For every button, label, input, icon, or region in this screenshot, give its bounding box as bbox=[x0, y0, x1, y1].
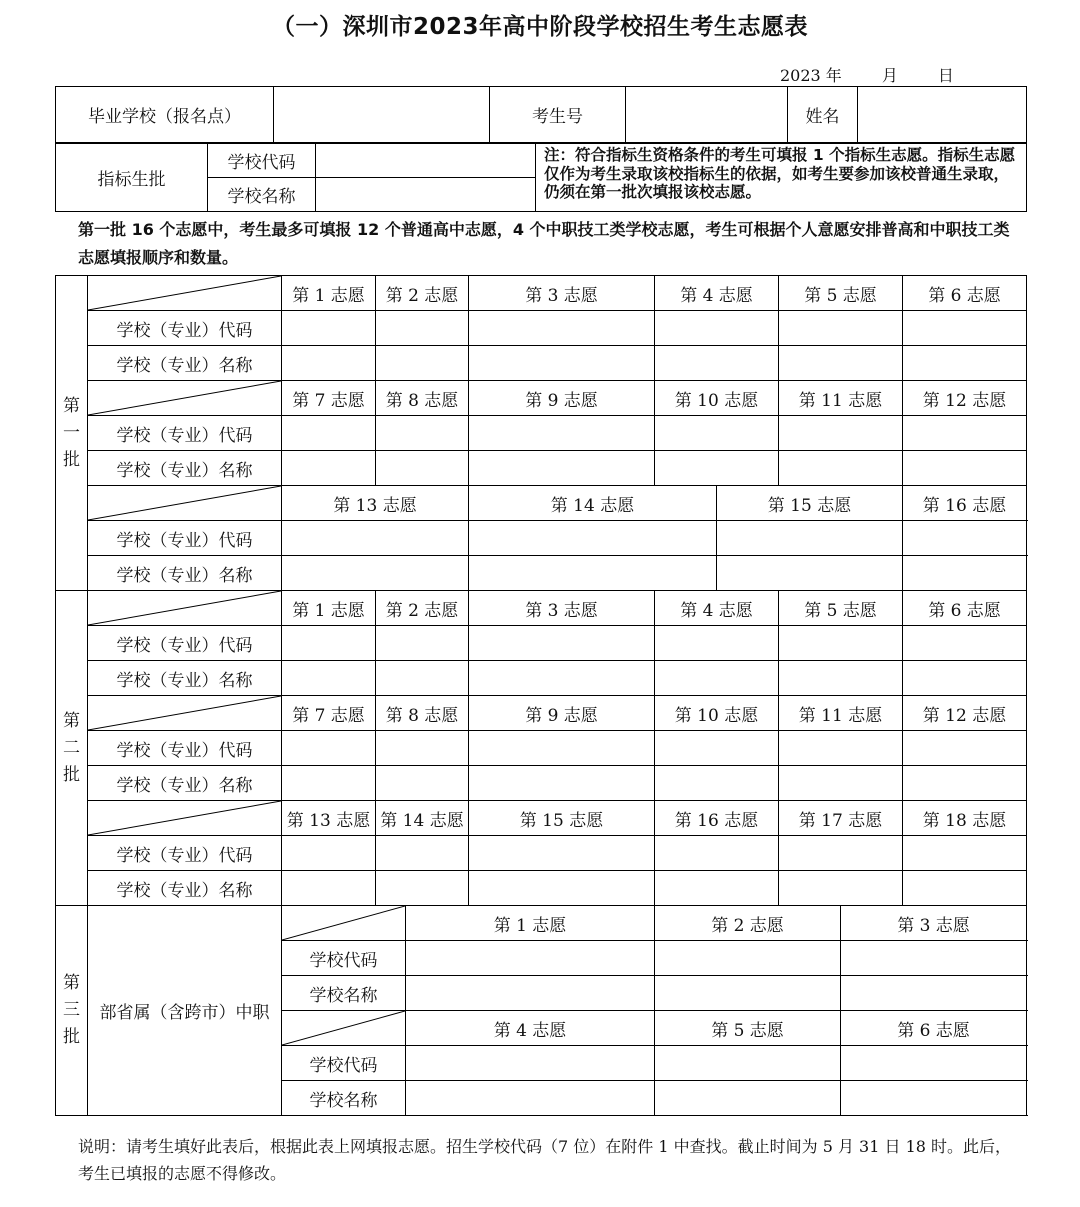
diagonal-header-cell bbox=[88, 696, 282, 731]
row-label-name: 学校（专业）名称 bbox=[88, 871, 282, 906]
choice-header: 第 2 志愿 bbox=[376, 276, 469, 311]
choice-header: 第 16 志愿 bbox=[655, 801, 779, 836]
name-field[interactable] bbox=[841, 1081, 1027, 1116]
choice-header: 第 9 志愿 bbox=[469, 381, 655, 416]
name-field[interactable] bbox=[282, 661, 376, 696]
choice-header: 第 10 志愿 bbox=[655, 381, 779, 416]
choice-header: 第 18 志愿 bbox=[903, 801, 1027, 836]
row-label-code: 学校代码 bbox=[282, 1046, 406, 1081]
choice-header: 第 14 志愿 bbox=[469, 486, 717, 521]
code-field[interactable] bbox=[282, 521, 469, 556]
choice-header: 第 13 志愿 bbox=[282, 486, 469, 521]
date-day: 日 bbox=[937, 66, 954, 85]
name-field[interactable] bbox=[282, 346, 376, 381]
choice-header: 第 11 志愿 bbox=[779, 696, 903, 731]
footnote: 说明：请考生填好此表后，根据此表上网填报志愿。招生学校代码（7 位）在附件 1 中查找。截止时间为 5 月 31 日 18 时。此后，考生已填报的志愿不得修改。 bbox=[78, 1137, 1012, 1183]
choice-header: 第 9 志愿 bbox=[469, 696, 655, 731]
name-field[interactable] bbox=[376, 766, 469, 801]
exam-no-label: 考生号 bbox=[490, 87, 626, 143]
choice-header: 第 8 志愿 bbox=[376, 696, 469, 731]
name-field[interactable] bbox=[282, 451, 376, 486]
choice-header: 第 1 志愿 bbox=[282, 591, 376, 626]
date-month: 月 bbox=[881, 66, 898, 85]
name-field[interactable] bbox=[376, 346, 469, 381]
row-label-code: 学校（专业）代码 bbox=[88, 836, 282, 871]
code-field[interactable] bbox=[903, 416, 1027, 451]
choice-header: 第 1 志愿 bbox=[406, 906, 655, 941]
code-field[interactable] bbox=[655, 1046, 841, 1081]
row-label-code: 学校（专业）代码 bbox=[88, 416, 282, 451]
name-field[interactable] bbox=[655, 766, 779, 801]
name-field[interactable] bbox=[858, 87, 1027, 143]
code-field[interactable] bbox=[655, 836, 779, 871]
choice-header: 第 3 志愿 bbox=[841, 906, 1027, 941]
code-field[interactable] bbox=[903, 626, 1027, 661]
name-field[interactable] bbox=[376, 871, 469, 906]
code-field[interactable] bbox=[469, 416, 655, 451]
name-field[interactable] bbox=[655, 451, 779, 486]
name-field[interactable] bbox=[406, 976, 655, 1011]
code-field[interactable] bbox=[779, 836, 903, 871]
name-field[interactable] bbox=[841, 976, 1027, 1011]
choice-header: 第 8 志愿 bbox=[376, 381, 469, 416]
name-field[interactable] bbox=[903, 766, 1027, 801]
diagonal-header-cell bbox=[282, 906, 406, 941]
choice-header: 第 4 志愿 bbox=[655, 591, 779, 626]
diagonal-header-cell bbox=[88, 276, 282, 311]
code-field[interactable] bbox=[469, 311, 655, 346]
code-field[interactable] bbox=[903, 311, 1027, 346]
volunteer-table bbox=[55, 275, 1027, 1116]
name-field[interactable] bbox=[469, 556, 717, 591]
choice-header: 第 1 志愿 bbox=[282, 276, 376, 311]
diagonal-header-cell bbox=[88, 381, 282, 416]
name-field[interactable] bbox=[655, 871, 779, 906]
choice-header: 第 17 志愿 bbox=[779, 801, 903, 836]
school-label: 毕业学校（报名点） bbox=[56, 87, 274, 143]
row-label-name: 学校（专业）名称 bbox=[88, 346, 282, 381]
code-field[interactable] bbox=[376, 836, 469, 871]
row-label-name: 学校名称 bbox=[282, 1081, 406, 1116]
batch2-label: 第二批 bbox=[56, 591, 88, 906]
name-field[interactable] bbox=[655, 1081, 841, 1116]
name-field[interactable] bbox=[376, 661, 469, 696]
name-field[interactable] bbox=[779, 766, 903, 801]
code-field[interactable] bbox=[406, 941, 655, 976]
choice-header: 第 12 志愿 bbox=[903, 696, 1027, 731]
name-field[interactable] bbox=[376, 451, 469, 486]
choice-header: 第 16 志愿 bbox=[903, 486, 1027, 521]
batch3-label: 第三批 bbox=[56, 906, 88, 1116]
quota-name-field[interactable] bbox=[316, 178, 536, 212]
choice-header: 第 11 志愿 bbox=[779, 381, 903, 416]
code-field[interactable] bbox=[469, 731, 655, 766]
code-field[interactable] bbox=[717, 521, 903, 556]
choice-header: 第 7 志愿 bbox=[282, 696, 376, 731]
choice-header: 第 6 志愿 bbox=[903, 276, 1027, 311]
code-field[interactable] bbox=[406, 1046, 655, 1081]
diagonal-header-cell bbox=[88, 801, 282, 836]
code-field[interactable] bbox=[282, 731, 376, 766]
code-field[interactable] bbox=[469, 836, 655, 871]
name-field[interactable] bbox=[779, 661, 903, 696]
code-field[interactable] bbox=[655, 626, 779, 661]
choice-header: 第 2 志愿 bbox=[655, 906, 841, 941]
choice-header: 第 10 志愿 bbox=[655, 696, 779, 731]
code-field[interactable] bbox=[282, 416, 376, 451]
code-field[interactable] bbox=[282, 311, 376, 346]
batch3-category: 部省属（含跨市）中职 bbox=[88, 906, 282, 1116]
quota-code-label: 学校代码 bbox=[208, 144, 316, 178]
name-field[interactable] bbox=[903, 871, 1027, 906]
code-field[interactable] bbox=[655, 731, 779, 766]
row-label-code: 学校（专业）代码 bbox=[88, 731, 282, 766]
choice-header: 第 4 志愿 bbox=[406, 1011, 655, 1046]
code-field[interactable] bbox=[779, 311, 903, 346]
name-field[interactable] bbox=[903, 661, 1027, 696]
name-field[interactable] bbox=[469, 451, 655, 486]
date-line bbox=[780, 63, 954, 86]
code-field[interactable] bbox=[376, 626, 469, 661]
row-label-name: 学校（专业）名称 bbox=[88, 661, 282, 696]
exam-no-field[interactable] bbox=[626, 87, 788, 143]
name-field[interactable] bbox=[282, 766, 376, 801]
quota-code-field[interactable] bbox=[316, 144, 536, 178]
name-field[interactable] bbox=[717, 556, 903, 591]
name-field[interactable] bbox=[282, 556, 469, 591]
row-label-name: 学校（专业）名称 bbox=[88, 451, 282, 486]
choice-header: 第 12 志愿 bbox=[903, 381, 1027, 416]
name-field[interactable] bbox=[282, 871, 376, 906]
choice-header: 第 7 志愿 bbox=[282, 381, 376, 416]
choice-header: 第 6 志愿 bbox=[903, 591, 1027, 626]
date-year: 2023 年 bbox=[780, 66, 842, 85]
code-field[interactable] bbox=[469, 626, 655, 661]
name-field[interactable] bbox=[469, 871, 655, 906]
name-field[interactable] bbox=[779, 346, 903, 381]
choice-header: 第 2 志愿 bbox=[376, 591, 469, 626]
code-field[interactable] bbox=[841, 1046, 1027, 1081]
quota-batch-label: 指标生批 bbox=[56, 144, 208, 212]
choice-header: 第 5 志愿 bbox=[779, 591, 903, 626]
row-label-name: 学校名称 bbox=[282, 976, 406, 1011]
row-label-code: 学校（专业）代码 bbox=[88, 311, 282, 346]
name-field[interactable] bbox=[469, 766, 655, 801]
code-field[interactable] bbox=[376, 731, 469, 766]
code-field[interactable] bbox=[655, 941, 841, 976]
name-field[interactable] bbox=[406, 1081, 655, 1116]
code-field[interactable] bbox=[779, 731, 903, 766]
choice-header: 第 13 志愿 bbox=[282, 801, 376, 836]
student-info-table bbox=[55, 86, 1027, 143]
code-field[interactable] bbox=[779, 416, 903, 451]
code-field[interactable] bbox=[903, 521, 1027, 556]
choice-header: 第 3 志愿 bbox=[469, 276, 655, 311]
quota-table bbox=[55, 143, 1027, 212]
choice-header: 第 6 志愿 bbox=[841, 1011, 1027, 1046]
quota-name-label: 学校名称 bbox=[208, 178, 316, 212]
school-field[interactable] bbox=[274, 87, 490, 143]
code-field[interactable] bbox=[903, 731, 1027, 766]
name-field[interactable] bbox=[655, 661, 779, 696]
row-label-name: 学校（专业）名称 bbox=[88, 766, 282, 801]
name-field[interactable] bbox=[903, 451, 1027, 486]
code-field[interactable] bbox=[376, 311, 469, 346]
name-field[interactable] bbox=[779, 871, 903, 906]
code-field[interactable] bbox=[655, 416, 779, 451]
code-field[interactable] bbox=[469, 521, 717, 556]
name-field[interactable] bbox=[655, 976, 841, 1011]
row-label-code: 学校（专业）代码 bbox=[88, 626, 282, 661]
choice-header: 第 4 志愿 bbox=[655, 276, 779, 311]
quota-note: 注：符合指标生资格条件的考生可填报 1 个指标生志愿。指标生志愿仅作为考生录取该校指标生的依据，如考生要参加该校普通生录取，仍须在第一批次填报该校志愿。 bbox=[536, 144, 1027, 212]
code-field[interactable] bbox=[779, 626, 903, 661]
choice-header: 第 14 志愿 bbox=[376, 801, 469, 836]
row-label-code: 学校（专业）代码 bbox=[88, 521, 282, 556]
name-label: 姓名 bbox=[788, 87, 858, 143]
name-field[interactable] bbox=[655, 346, 779, 381]
row-label-name: 学校（专业）名称 bbox=[88, 556, 282, 591]
choice-header: 第 5 志愿 bbox=[655, 1011, 841, 1046]
batch1-label: 第一批 bbox=[56, 276, 88, 591]
form-title: （一）深圳市2023年高中阶段学校招生考生志愿表 bbox=[271, 14, 808, 40]
code-field[interactable] bbox=[376, 416, 469, 451]
name-field[interactable] bbox=[469, 346, 655, 381]
name-field[interactable] bbox=[469, 661, 655, 696]
name-field[interactable] bbox=[779, 451, 903, 486]
diagonal-header-cell bbox=[282, 1011, 406, 1046]
choice-header: 第 5 志愿 bbox=[779, 276, 903, 311]
code-field[interactable] bbox=[655, 311, 779, 346]
choice-header: 第 3 志愿 bbox=[469, 591, 655, 626]
diagonal-header-cell bbox=[88, 486, 282, 521]
choice-header: 第 15 志愿 bbox=[717, 486, 903, 521]
code-field[interactable] bbox=[903, 836, 1027, 871]
name-field[interactable] bbox=[903, 556, 1027, 591]
row-label-code: 学校代码 bbox=[282, 941, 406, 976]
diagonal-header-cell bbox=[88, 591, 282, 626]
code-field[interactable] bbox=[841, 941, 1027, 976]
name-field[interactable] bbox=[903, 346, 1027, 381]
instruction-text: 第一批 16 个志愿中，考生最多可填报 12 个普通高中志愿，4 个中职技工类学校志愿，考生可根据个人意愿安排普高和中职技工类志愿填报顺序和数量。 bbox=[78, 220, 1010, 267]
code-field[interactable] bbox=[282, 626, 376, 661]
code-field[interactable] bbox=[282, 836, 376, 871]
choice-header: 第 15 志愿 bbox=[469, 801, 655, 836]
